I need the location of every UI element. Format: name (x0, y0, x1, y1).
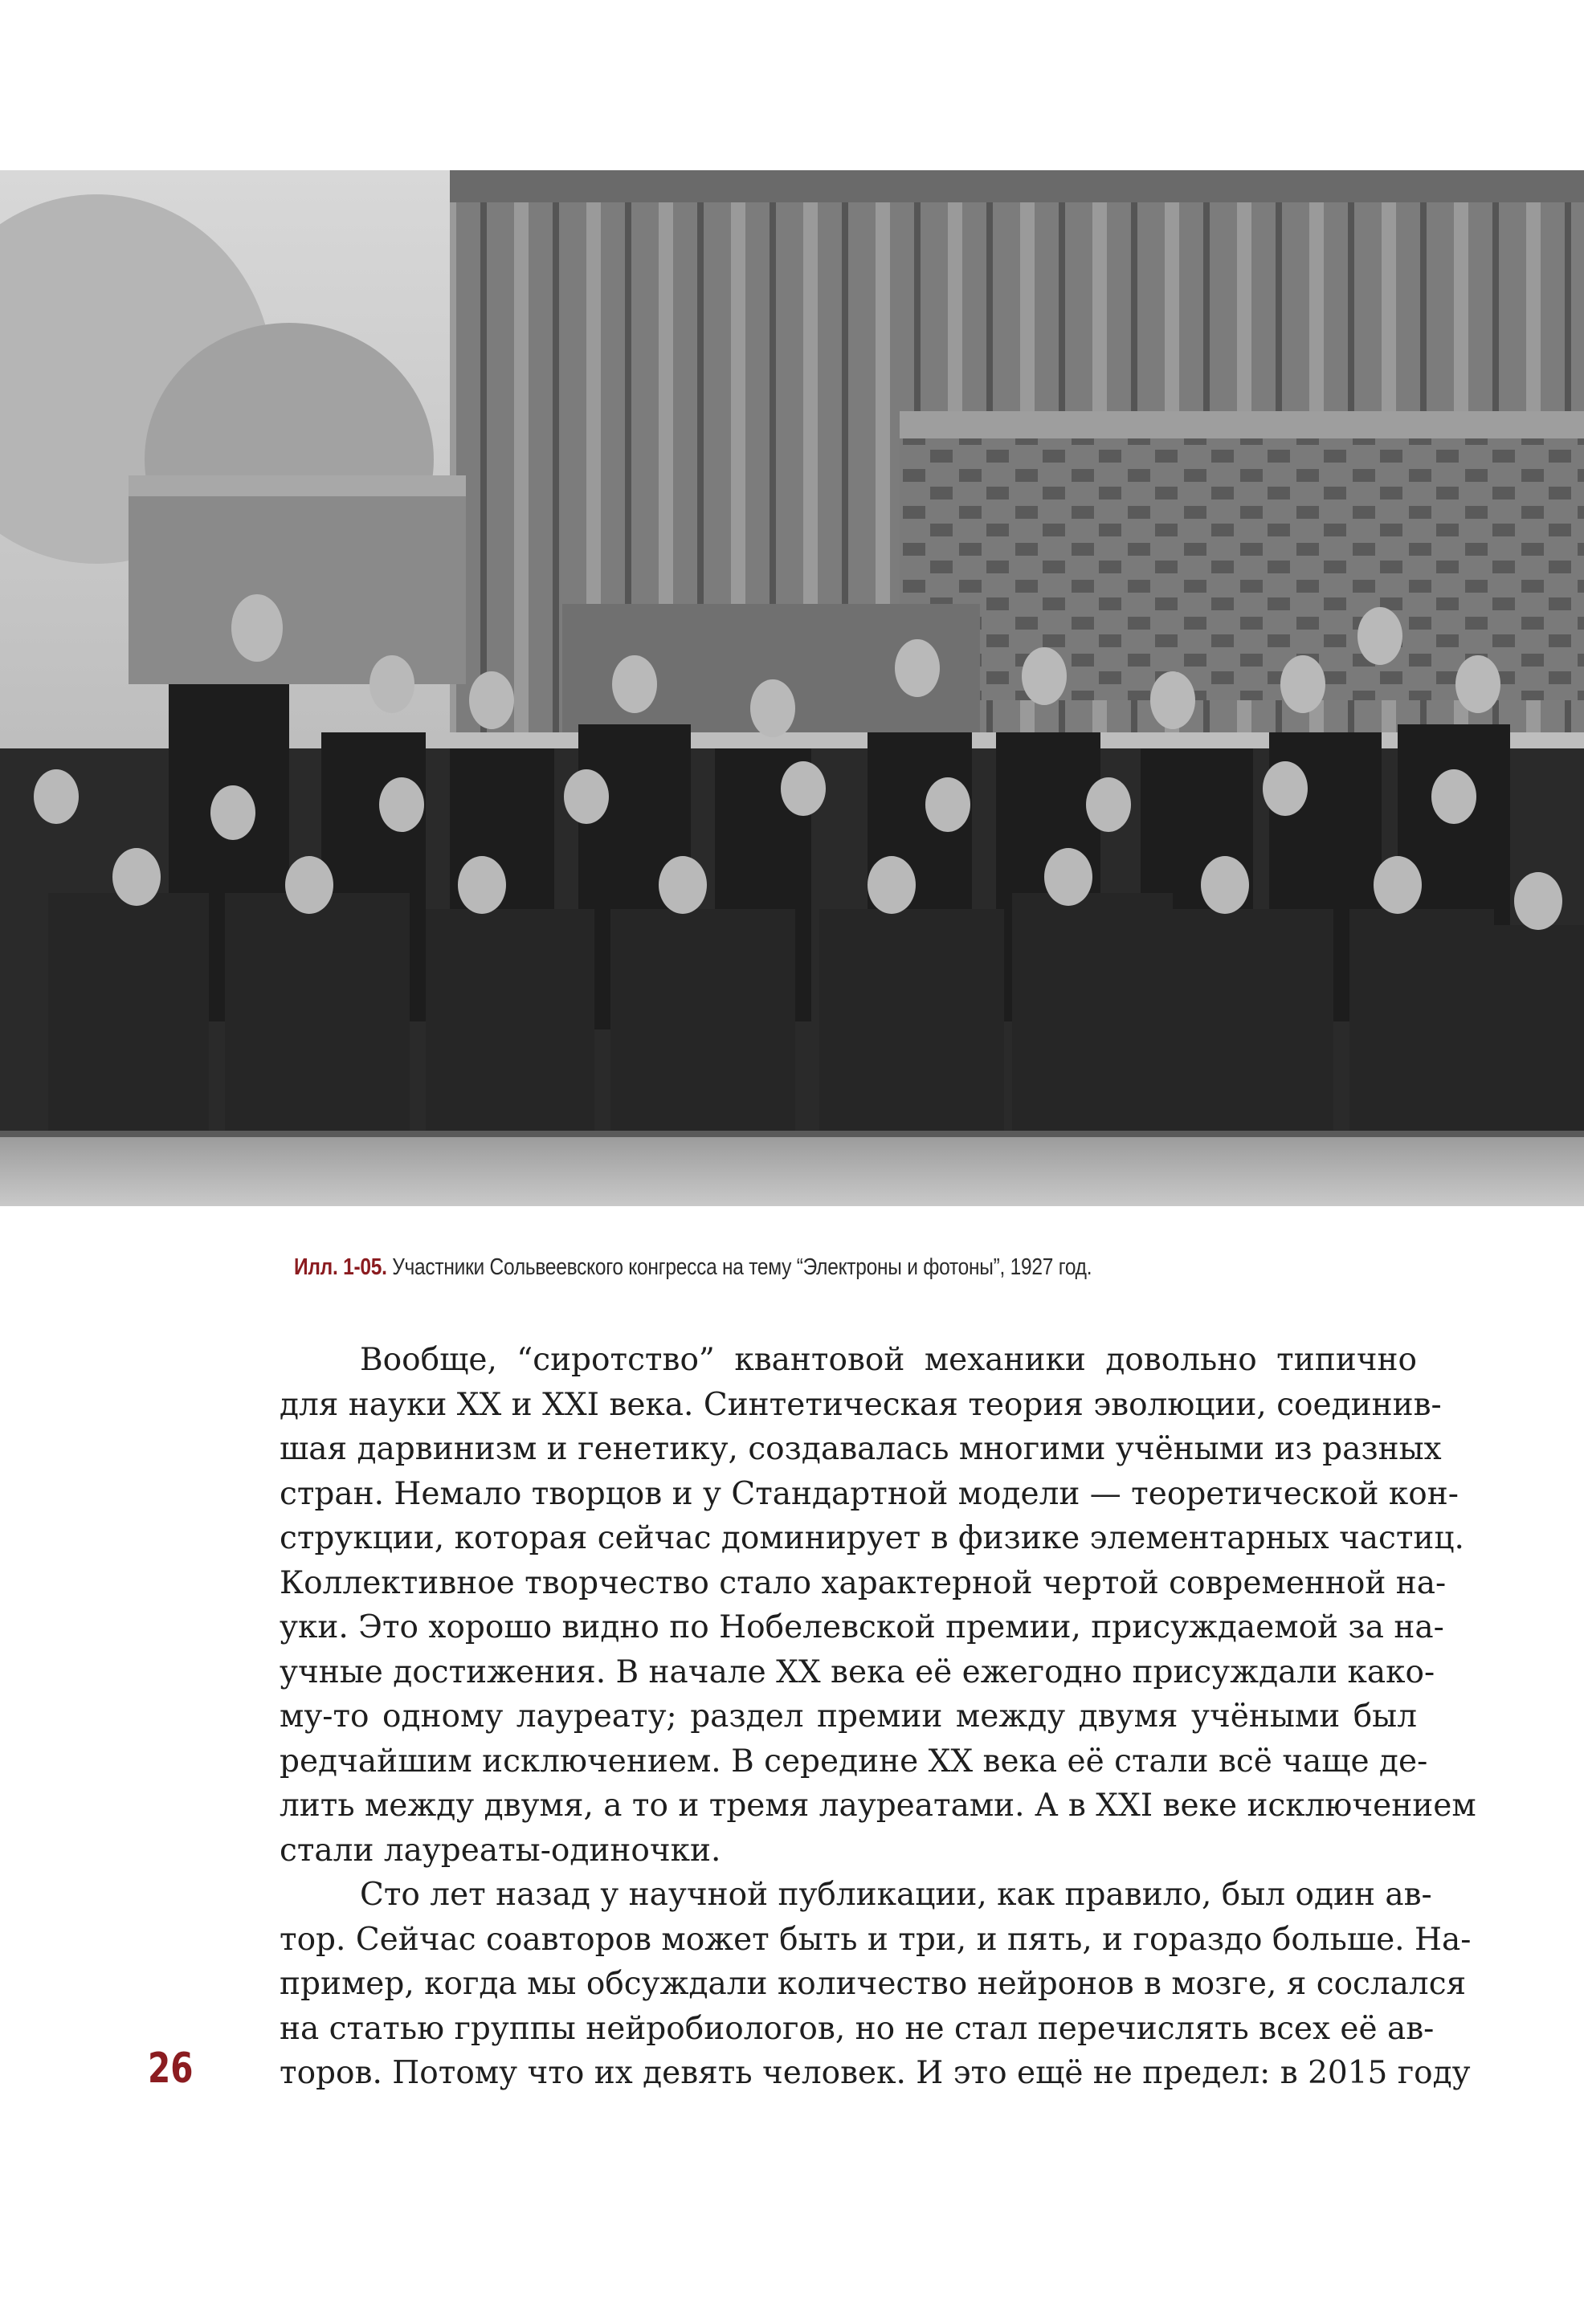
text-line: тор. Сейчас соавторов может быть и три, и пять, и гораздо больше. На- (280, 1921, 1472, 1958)
text-line: редчайшим исключением. В середине XX века её стали всё чаще де- (280, 1743, 1428, 1780)
text-line: пример, когда мы обсуждали количество нейронов в мозге, я сослался (280, 1966, 1467, 2002)
text-line: стран. Немало творцов и у Стандартной модели — теоретической кон- (280, 1475, 1459, 1512)
paragraph (280, 1338, 1476, 1873)
text-line: учные достижения. В начале XX века её ежегодно присуждали како- (280, 1653, 1435, 1690)
photo-illustration (0, 170, 1584, 1206)
text-line: струкции, которая сейчас доминирует в физике элементарных частиц. (280, 1520, 1464, 1556)
text-line: Сто лет назад у научной публикации, как правило, был один ав- (360, 1877, 1432, 1913)
text-line: шая дарвинизм и генетику, создавалась многими учёными из разных (280, 1431, 1442, 1467)
text-line: Вообще, “сиротство” квантовой механики довольно типично (360, 1342, 1417, 1378)
paragraph (280, 1873, 1472, 2096)
text-line: стали лауреаты-одиночки. (280, 1832, 721, 1869)
text-line: уки. Это хорошо видно по Нобелевской премии, присуждаемой за на- (280, 1609, 1444, 1645)
text-line: му-то одному лауреату; раздел премии между двумя учёными был (280, 1698, 1417, 1735)
figure-label: Илл. 1-05. (294, 1254, 387, 1280)
page-number: 26 (148, 2045, 194, 2093)
figure-caption-text: Участники Сольвеевского конгресса на тему “Электроны и фотоны”, 1927 год. (386, 1254, 1092, 1280)
text-line: для науки XX и XXI века. Синтетическая теория эволюции, соединив- (280, 1386, 1442, 1423)
text-line: торов. Потому что их девять человек. И это ещё не предел: в 2015 году (280, 2055, 1471, 2091)
text-line: на статью группы нейробиологов, но не стал перечислять всех её ав- (280, 2010, 1435, 2047)
solvay-group-photo (0, 170, 1584, 1206)
body-text (280, 1338, 1476, 2096)
text-line: лить между двумя, а то и тремя лауреатами. А в XXI веке исключением (280, 1788, 1476, 1824)
figure-caption (294, 1254, 1261, 1281)
text-line: Коллективное творчество стало характерной чертой современной на- (280, 1564, 1447, 1601)
